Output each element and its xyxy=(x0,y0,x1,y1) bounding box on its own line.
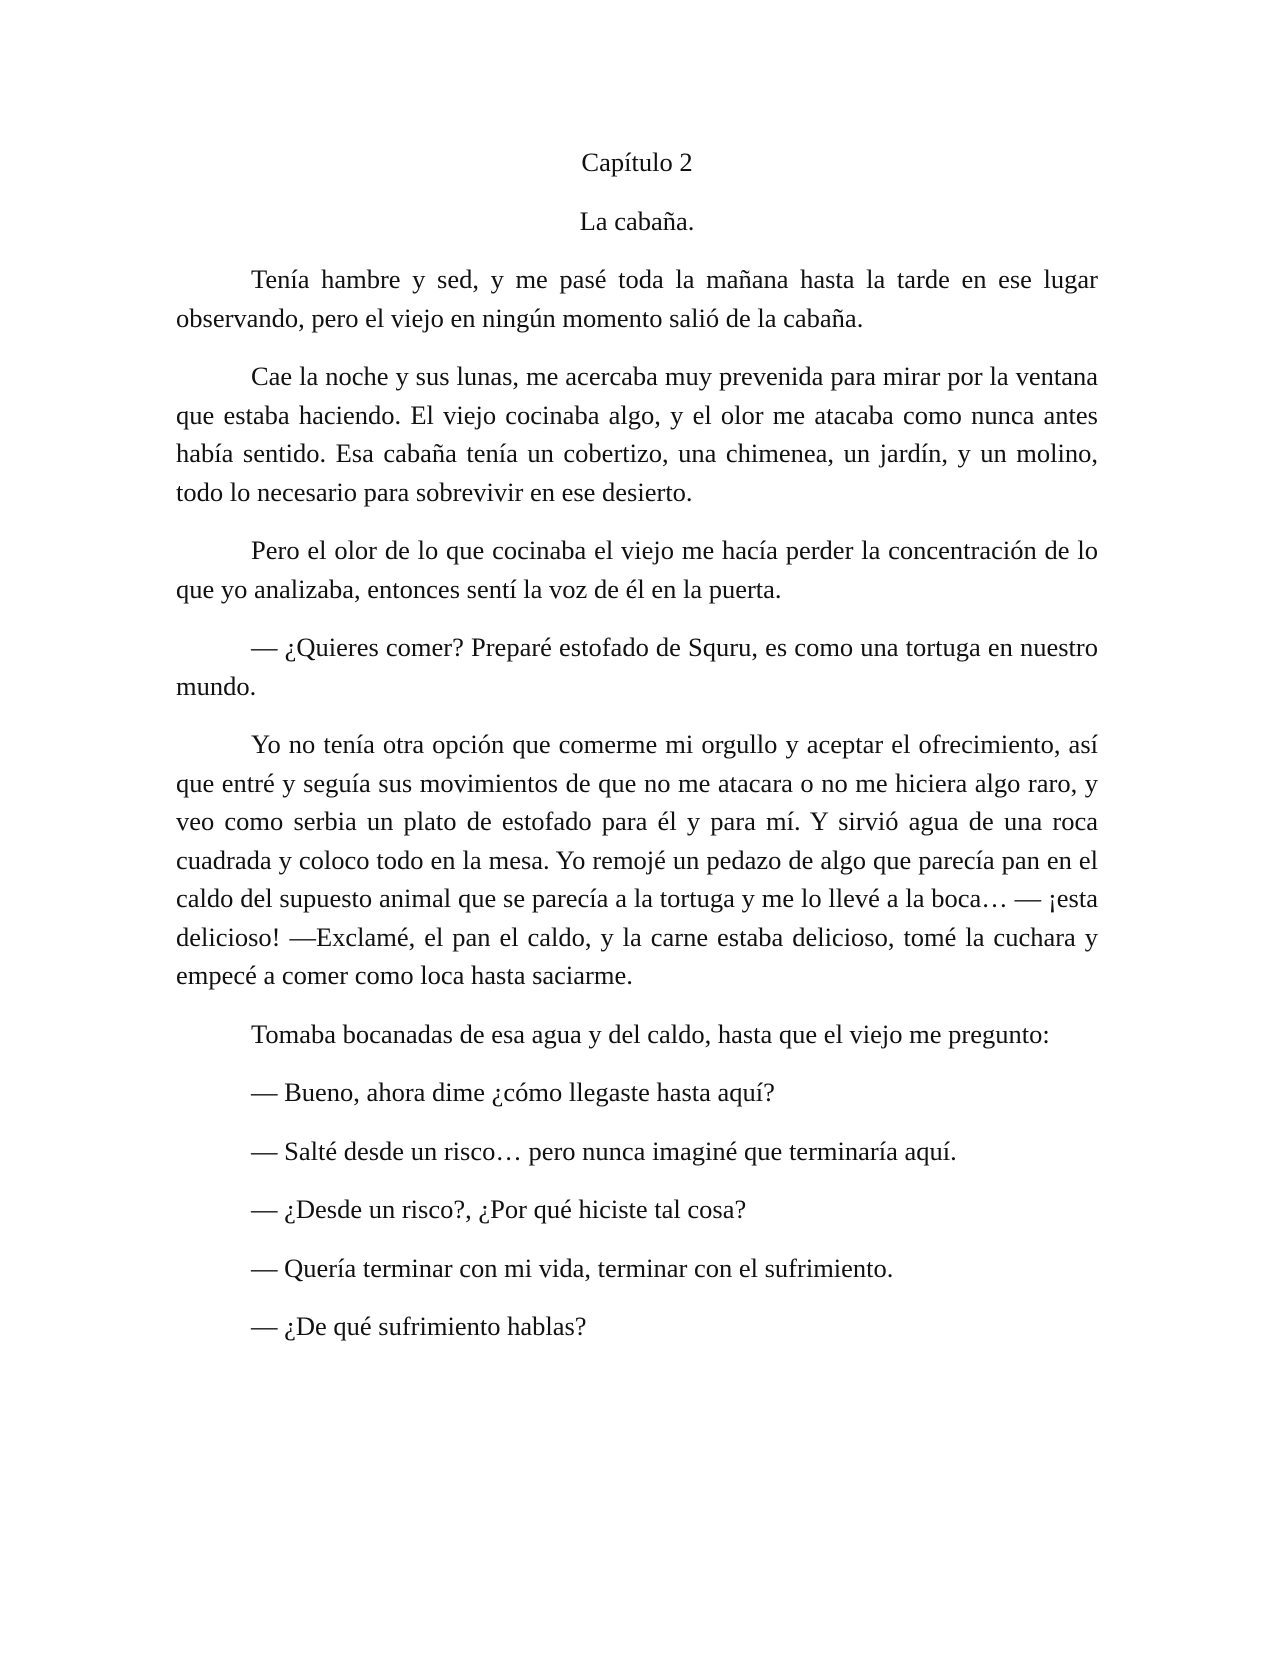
paragraph: Pero el olor de lo que cocinaba el viejo me hacía perder la concentración de lo que yo analizaba, entonces sentí la voz de él en la puerta. xyxy=(176,535,1098,604)
paragraph: Cae la noche y sus lunas, me acercaba muy prevenida para mirar por la ventana que estaba haciendo. El viejo cocinaba algo, y el olor me atacaba como nunca antes había sentido. Esa cabaña tenía un cobertizo, una chimenea, un jardín, y un molino, todo lo necesario para sobrevivir en ese desierto. xyxy=(176,361,1098,507)
paragraph: Yo no tenía otra opción que comerme mi orgullo y aceptar el ofrecimiento, así que entré y seguía sus movimientos de que no me atacara o no me hiciera algo raro, y veo como serbia un plato de estofado para él y para mí. Y sirvió agua de una roca cuadrada y coloco todo en la mesa. Yo remojé un pedazo de algo que parecía pan en el caldo del supuesto animal que se parecía a la tortuga y me lo llevé a la boca… — ¡esta delicioso! —Exclamé, el pan el caldo, y la carne estaba delicioso, tomé la cuchara y empecé a comer como loca hasta saciarme. xyxy=(176,729,1098,990)
document-page xyxy=(176,143,1098,1366)
paragraph: Tenía hambre y sed, y me pasé toda la mañana hasta la tarde en ese lugar observando, pero el viejo en ningún momento salió de la cabaña. xyxy=(176,264,1098,333)
dialogue-line: — Salté desde un risco… pero nunca imaginé que terminaría aquí. xyxy=(251,1135,957,1166)
chapter-number: Capítulo 2 xyxy=(581,147,693,177)
paragraph: Tomaba bocanadas de esa agua y del caldo, hasta que el viejo me pregunto: xyxy=(251,1018,1050,1049)
dialogue-line: — ¿Desde un risco?, ¿Por qué hiciste tal cosa? xyxy=(251,1194,747,1224)
dialogue-line: — Quería terminar con mi vida, terminar con el sufrimiento. xyxy=(251,1252,894,1283)
paragraph: — ¿Quieres comer? Preparé estofado de Squru, es como una tortuga en nuestro mundo. xyxy=(176,632,1098,701)
dialogue-line: — Bueno, ahora dime ¿cómo llegaste hasta aquí? xyxy=(251,1077,775,1107)
dialogue-line: — ¿De qué sufrimiento hablas? xyxy=(251,1311,587,1341)
chapter-title: La cabaña. xyxy=(579,205,695,236)
